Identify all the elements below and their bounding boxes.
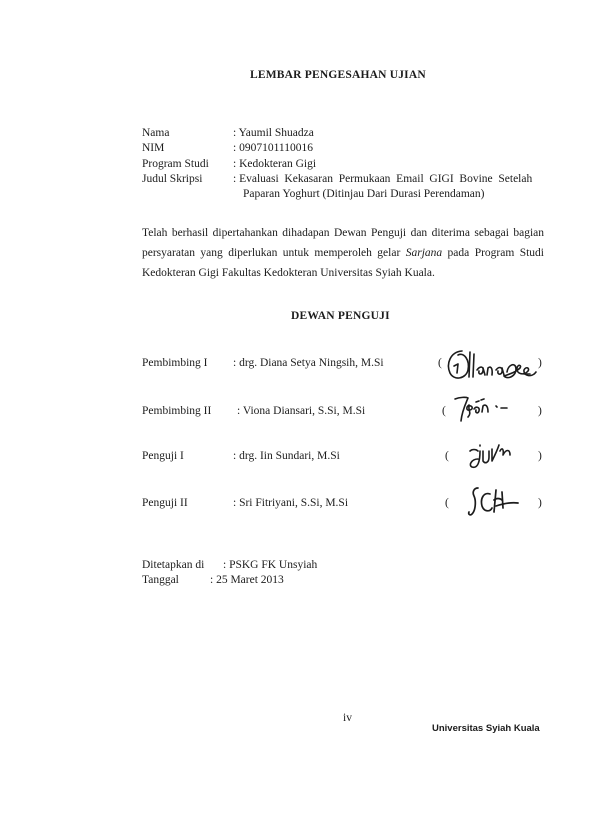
identity-value-nim: : 0907101110016 bbox=[233, 142, 313, 154]
identity-label-nim: NIM bbox=[142, 142, 165, 154]
examiner-role: Pembimbing I bbox=[142, 357, 208, 369]
identity-value-program: : Kedokteran Gigi bbox=[233, 158, 317, 170]
signature-close-bracket: ) bbox=[538, 357, 542, 369]
signature-open-bracket: ( bbox=[442, 405, 446, 417]
signature-open-bracket: ( bbox=[438, 357, 442, 369]
examiner-role: Penguji I bbox=[142, 450, 184, 462]
signature-iin-image bbox=[466, 437, 514, 475]
statement-line-2 bbox=[142, 243, 544, 263]
ratification-label-date: Tanggal bbox=[142, 574, 179, 586]
examiner-name: : Viona Diansari, S.Si, M.Si bbox=[237, 405, 366, 417]
identity-value-nama: : Yaumil Shuadza bbox=[233, 127, 314, 139]
page-title: LEMBAR PENGESAHAN UJIAN bbox=[250, 69, 426, 81]
identity-value-judul: : Evaluasi Kekasaran Permukaan Email GIGI Bovine Setelah bbox=[233, 173, 533, 185]
signature-diana-image bbox=[444, 346, 542, 384]
statement-line-2-post: pada Program Studi bbox=[442, 247, 544, 259]
statement-line-2-pre: persyaratan yang diperlukan untuk memperoleh gelar bbox=[142, 247, 406, 259]
ratification-value-date: : 25 Maret 2013 bbox=[210, 574, 284, 586]
institution-footer: Universitas Syiah Kuala bbox=[432, 723, 540, 734]
ratification-value-place: : PSKG FK Unsyiah bbox=[223, 559, 318, 571]
examiner-name: : drg. Iin Sundari, M.Si bbox=[233, 450, 340, 462]
examiner-name: : drg. Diana Setya Ningsih, M.Si bbox=[233, 357, 384, 369]
board-title: DEWAN PENGUJI bbox=[291, 310, 390, 322]
page-number: iv bbox=[343, 712, 352, 724]
identity-label-judul: Judul Skripsi bbox=[142, 173, 203, 185]
statement-line-1: Telah berhasil dipertahankan dihadapan Dewan Penguji dan diterima sebagai bagian bbox=[142, 227, 544, 239]
signature-open-bracket: ( bbox=[445, 450, 449, 462]
signature-close-bracket: ) bbox=[538, 497, 542, 509]
signature-open-bracket: ( bbox=[445, 497, 449, 509]
signature-close-bracket: ) bbox=[538, 450, 542, 462]
examiner-name: : Sri Fitriyani, S.Si, M.Si bbox=[233, 497, 349, 509]
identity-label-nama: Nama bbox=[142, 127, 170, 139]
degree-term: Sarjana bbox=[405, 247, 443, 259]
signature-sri-image bbox=[466, 484, 522, 520]
ratification-label-place: Ditetapkan di bbox=[142, 559, 205, 571]
signature-viona-image bbox=[452, 393, 512, 427]
examiner-role: Pembimbing II bbox=[142, 405, 212, 417]
examiner-role: Penguji II bbox=[142, 497, 188, 509]
identity-value-judul-cont: Paparan Yoghurt (Ditinjau Dari Durasi Perendaman) bbox=[243, 188, 485, 200]
signature-close-bracket: ) bbox=[538, 405, 542, 417]
statement-paragraph bbox=[142, 223, 544, 283]
identity-label-program: Program Studi bbox=[142, 158, 209, 170]
statement-line-3: Kedokteran Gigi Fakultas Kedokteran Universitas Syiah Kuala. bbox=[142, 267, 435, 279]
